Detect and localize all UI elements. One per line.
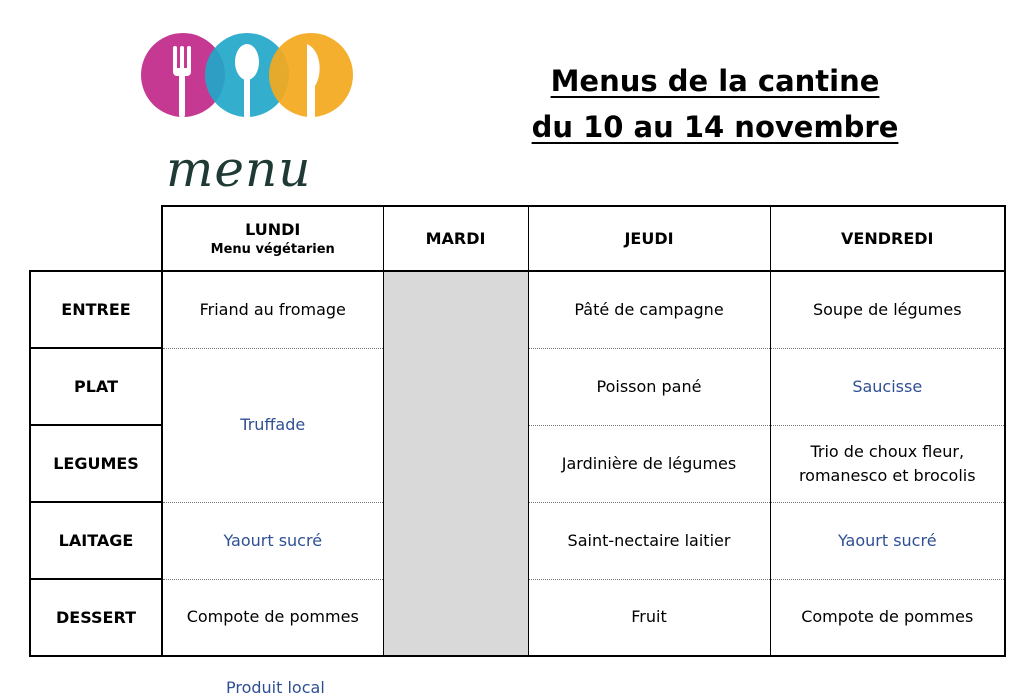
day-header-lundi: [162, 206, 383, 271]
title-line-1: Menus de la cantine: [550, 64, 880, 98]
cell-vendredi-entree: Soupe de légumes: [770, 271, 1005, 348]
row-label-entree: ENTREE: [30, 271, 162, 348]
corner-cell: [30, 206, 162, 271]
row-label-legumes: LEGUMES: [30, 425, 162, 502]
row-label-plat: PLAT: [30, 348, 162, 425]
row-label-dessert: DESSERT: [30, 579, 162, 656]
logo-word: menu: [166, 140, 312, 198]
row-entree: [30, 271, 1005, 348]
legend-local-product: Produit local: [226, 678, 325, 697]
cell-vendredi-plat: Saucisse: [770, 348, 1005, 425]
cell-lundi-entree: Friand au fromage: [162, 271, 383, 348]
menu-table: [29, 205, 1006, 657]
cell-lundi-laitage: Yaourt sucré: [162, 502, 383, 579]
cell-vendredi-laitage: Yaourt sucré: [770, 502, 1005, 579]
plate-circles-icon: [135, 28, 375, 138]
day-header-vendredi: [770, 206, 1005, 271]
cell-lundi-dessert: Compote de pommes: [162, 579, 383, 656]
day-name: LUNDI: [245, 220, 301, 239]
day-name: VENDREDI: [841, 229, 934, 248]
cell-jeudi-plat: Poisson pané: [528, 348, 770, 425]
cell-lundi-plat-legumes: Truffade: [162, 348, 383, 502]
cell-vendredi-legumes: Trio de choux fleur, romanesco et brocolis: [770, 425, 1005, 502]
row-label-laitage: LAITAGE: [30, 502, 162, 579]
cell-mardi-empty: [383, 271, 528, 656]
header-row: [30, 206, 1005, 271]
day-header-mardi: [383, 206, 528, 271]
cell-jeudi-entree: Pâté de campagne: [528, 271, 770, 348]
cell-vendredi-dessert: Compote de pommes: [770, 579, 1005, 656]
day-note: Menu végétarien: [210, 242, 335, 257]
page-title: [510, 58, 920, 150]
cell-jeudi-laitage: Saint-nectaire laitier: [528, 502, 770, 579]
day-header-jeudi: [528, 206, 770, 271]
day-name: JEUDI: [624, 229, 674, 248]
cell-jeudi-dessert: Fruit: [528, 579, 770, 656]
cell-jeudi-legumes: Jardinière de légumes: [528, 425, 770, 502]
day-name: MARDI: [425, 229, 486, 248]
title-line-2: du 10 au 14 novembre: [531, 110, 899, 144]
